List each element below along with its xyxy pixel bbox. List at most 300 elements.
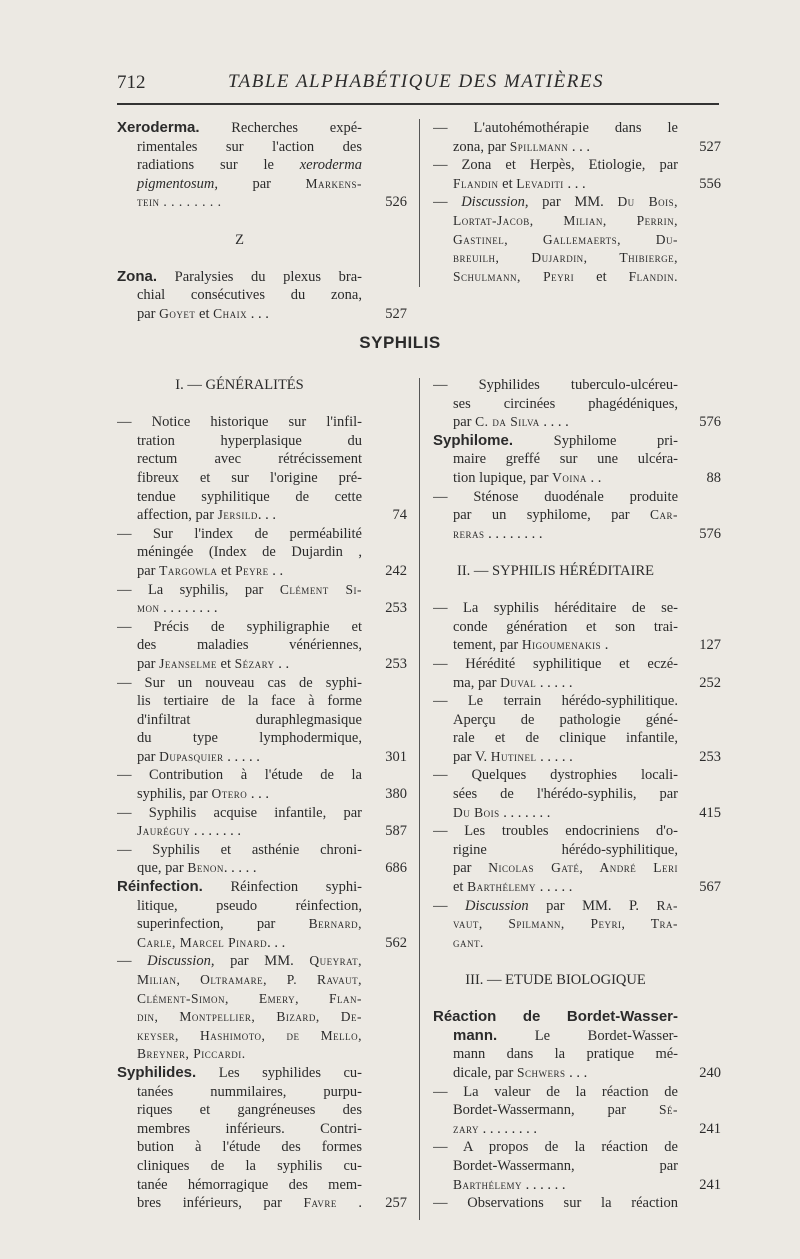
index-text: Discussion, [147, 953, 215, 970]
index-line [117, 249, 362, 268]
index-line [433, 138, 678, 157]
page-ref [685, 990, 721, 1009]
index-line [433, 1027, 678, 1046]
page-ref [367, 268, 407, 287]
index-text: — Observations sur la réaction [433, 1195, 678, 1212]
index-text: rimentales sur l'action des [137, 138, 362, 155]
index-line [117, 766, 362, 785]
page-ref [685, 1101, 721, 1120]
index-text: — Sur un nouveau cas de syphi- [117, 674, 362, 691]
page-ref: 526 [385, 194, 407, 211]
page-ref: 241 [699, 1120, 721, 1137]
index-text: radiations sur le [137, 157, 300, 174]
index-text: affection, par [137, 507, 218, 524]
page-ref [685, 488, 721, 507]
page-ref [367, 971, 407, 990]
section-title: SYPHILIS [359, 333, 441, 352]
index-text: tein . . . . . . . . [137, 194, 222, 210]
page-ref [367, 729, 407, 748]
index-line [433, 413, 678, 432]
index-line [117, 655, 362, 674]
index-text: Du Bois [453, 804, 500, 820]
page-ref: 74 [392, 507, 407, 524]
index-line [117, 841, 362, 860]
index-text: — Sténose duodénale produite [433, 488, 678, 505]
page-ref [367, 469, 407, 488]
bottom-right-page-numbers [685, 376, 721, 1213]
index-text: lis tertiaire de la face à forme [137, 693, 362, 710]
index-text: Milian, Oltramare, P. Ravaut, [137, 972, 362, 987]
page-ref [367, 543, 407, 562]
index-text: Clément-Simon, Emery, Flan- [137, 990, 362, 1006]
index-text: tanée hémorragique des mem- [137, 1176, 362, 1193]
index-text: par [137, 562, 160, 579]
index-text: tement, par [453, 637, 522, 654]
page-ref [685, 506, 721, 525]
index-text: mann. [453, 1026, 498, 1044]
index-text: mon [137, 600, 160, 616]
page-ref: 252 [699, 674, 721, 691]
index-text: Bordet-Wassermann, par [453, 1102, 659, 1119]
index-text: Syphilides. [117, 1063, 197, 1081]
page-ref: 240 [699, 1064, 721, 1081]
page-ref [685, 231, 721, 250]
page-ref [367, 249, 407, 268]
index-text: fibreux et sur l'origine pré- [137, 469, 362, 486]
index-text: par MM. [528, 194, 618, 211]
page-ref [367, 376, 407, 395]
index-line [117, 952, 362, 971]
index-text: C. da Silva [475, 414, 540, 430]
index-line [117, 376, 362, 395]
index-text: et [498, 175, 517, 192]
index-text: . . . [267, 934, 286, 951]
page-ref [685, 1045, 721, 1064]
index-line [433, 1064, 678, 1083]
index-text: Barthélemy [467, 879, 537, 895]
index-line [433, 655, 678, 674]
page-ref [685, 859, 721, 878]
page-ref [367, 1157, 407, 1176]
index-line [117, 212, 362, 231]
index-line [433, 1008, 678, 1027]
index-text: — Les troubles endocriniens d'o- [433, 823, 678, 840]
index-text: — Quelques dystrophies locali- [433, 767, 678, 784]
page-ref [367, 804, 407, 823]
index-text: Dupasquier [159, 748, 224, 764]
index-text: conde génération et son trai- [453, 618, 678, 635]
index-text: syphilis, par [137, 786, 212, 803]
index-line [433, 1138, 678, 1157]
index-text: chial consécutives du zona, [137, 287, 362, 304]
index-text: Z [235, 231, 244, 248]
index-text: pigmentosum, [137, 175, 218, 192]
index-line [117, 469, 362, 488]
page-ref [685, 543, 721, 562]
page-ref: 415 [699, 804, 721, 821]
bottom-left-column [117, 376, 362, 1213]
index-line [117, 193, 362, 212]
index-text: Spillmann [509, 138, 569, 154]
index-text: des maladies vénériennes, [137, 637, 362, 654]
page-ref [367, 488, 407, 507]
index-text: . [601, 637, 609, 654]
page-ref [367, 138, 407, 157]
index-text: superinfection, par [137, 916, 309, 933]
page-ref: 527 [385, 305, 407, 322]
page-ref [367, 952, 407, 971]
index-text: par un syphilome, par [453, 507, 650, 524]
index-line [117, 748, 362, 767]
page-ref [367, 1101, 407, 1120]
index-text: . . . . . [536, 748, 573, 765]
page-ref [685, 971, 721, 990]
index-text: rale et de clinique infantile, [453, 730, 678, 747]
top-left-column [117, 119, 362, 324]
index-line [117, 859, 362, 878]
index-line [117, 119, 362, 138]
page-ref [367, 1064, 407, 1083]
index-text: . . . . . . [521, 1176, 566, 1193]
index-line [433, 231, 678, 250]
index-line [433, 952, 678, 971]
page-ref [367, 1008, 407, 1027]
page-ref [685, 915, 721, 934]
index-text: Le Bordet-Wasser- [497, 1027, 678, 1044]
index-line [117, 305, 362, 324]
index-line [433, 525, 678, 544]
index-text: Paralysies du plexus bra- [157, 268, 362, 285]
index-text: Syphilome pri- [513, 432, 678, 449]
index-text: Breyner, Piccardi. [137, 1046, 246, 1062]
index-text: Du Bois, [617, 194, 678, 210]
index-text: Ra- [656, 897, 678, 913]
index-line [117, 1045, 362, 1064]
index-text: Réinfection. [117, 878, 203, 896]
index-line [117, 1064, 362, 1083]
index-text: — [433, 897, 465, 914]
page-ref [685, 268, 721, 287]
index-text: zary [453, 1120, 480, 1136]
index-line [433, 878, 678, 897]
index-text: Aperçu de pathologie géné- [453, 711, 678, 728]
index-text: — Sur l'index de perméabilité [117, 525, 362, 542]
index-text: din, Montpellier, Bizard, De- [137, 1009, 362, 1025]
index-text: Bordet-Wassermann, par [453, 1157, 678, 1174]
index-text: Peyre [235, 562, 269, 578]
page-ref [685, 952, 721, 971]
index-text: Flandin. [628, 268, 678, 284]
index-text: . . . . . . . [499, 804, 551, 821]
index-line [433, 562, 678, 581]
index-text: Benon [187, 860, 224, 876]
index-text: Bernard, [308, 916, 362, 932]
index-text: bution à l'étude des formes [137, 1139, 362, 1156]
page-ref [685, 581, 721, 600]
index-line [117, 450, 362, 469]
index-text: tion lupique, par [453, 469, 553, 486]
index-text: — Notice historique sur l'infil- [117, 414, 362, 431]
index-text: — Syphilis acquise infantile, par [117, 804, 362, 821]
index-text: Réinfection syphi- [202, 879, 362, 896]
top-right-column [433, 119, 678, 286]
index-text: cliniques de la syphilis cu- [137, 1157, 362, 1174]
index-line [433, 859, 678, 878]
page-ref: 562 [385, 934, 407, 951]
index-text: gant. [453, 934, 484, 950]
page-ref [685, 618, 721, 637]
page-ref [367, 175, 407, 194]
index-text: sées de l'hérédo-syphilis, par [453, 786, 678, 803]
index-line [117, 1008, 362, 1027]
index-text: méningée (Index de Dujardin , [137, 544, 362, 561]
page-ref [367, 1083, 407, 1102]
page-ref [685, 897, 721, 916]
index-line [433, 193, 678, 212]
index-text: bres inférieurs, par [137, 1195, 304, 1212]
index-text: Réaction de Bordet-Wasser- [433, 1008, 678, 1026]
column-divider-top [419, 119, 420, 287]
page-ref [685, 1194, 721, 1213]
index-text: Syphilome. [433, 431, 514, 449]
index-line [433, 804, 678, 823]
page-ref: 253 [699, 748, 721, 765]
index-line [433, 692, 678, 711]
top-left-page-numbers [367, 119, 407, 324]
page-number: 712 [117, 72, 146, 93]
index-text: tanées nummilaires, purpu- [137, 1083, 362, 1100]
index-line [117, 395, 362, 414]
index-line [117, 1101, 362, 1120]
index-line [433, 1083, 678, 1102]
index-text: . . [586, 469, 602, 486]
index-text: . . . [257, 507, 277, 524]
index-text: Car- [649, 507, 678, 523]
index-text: Favre [303, 1195, 337, 1211]
index-text: reras [453, 525, 485, 541]
index-line [433, 506, 678, 525]
page-ref [367, 432, 407, 451]
index-text: I. — GÉNÉRALITÉS [175, 377, 304, 393]
index-text: — Syphilides tuberculo-ulcéreu- [433, 377, 678, 393]
page-ref [685, 711, 721, 730]
index-text: et [574, 268, 629, 285]
page-ref [685, 1027, 721, 1046]
page-ref [367, 1120, 407, 1139]
page-ref [685, 1008, 721, 1027]
index-text: par [137, 655, 160, 672]
index-text: — Le terrain hérédo-syphilitique. [433, 693, 678, 710]
page-ref [367, 1027, 407, 1046]
index-text: — [117, 953, 148, 970]
index-text: mann dans la pratique mé- [453, 1046, 678, 1063]
page-ref [685, 119, 721, 138]
page-ref: 686 [385, 860, 407, 877]
index-line [433, 1157, 678, 1176]
index-text: rigine hérédo-syphilitique, [453, 841, 678, 858]
index-line [117, 1120, 362, 1139]
index-line [433, 971, 678, 990]
page-ref [685, 934, 721, 953]
page-ref: 576 [699, 525, 721, 542]
page-ref [685, 1157, 721, 1176]
index-text: et [216, 655, 235, 672]
index-text: Lortat-Jacob, Milian, Perrin, [453, 212, 678, 228]
page-ref: 253 [385, 600, 407, 617]
index-text: . . . . . . . . [479, 1120, 538, 1137]
page-ref [685, 156, 721, 175]
index-line [433, 934, 678, 953]
index-line [117, 804, 362, 823]
page-ref [685, 785, 721, 804]
index-text: breuilh, Dujardin, Thibierge, [453, 250, 678, 266]
index-text: — A propos de la réaction de [433, 1139, 678, 1156]
page-ref [367, 119, 407, 138]
page-ref: 301 [385, 748, 407, 765]
index-text: maire greffé sur une ulcéra- [453, 451, 678, 468]
index-line [117, 1194, 362, 1213]
index-line [433, 1194, 678, 1213]
page-ref [367, 1176, 407, 1195]
index-text: Recherches expé- [199, 120, 362, 136]
index-line [117, 822, 362, 841]
page-ref [685, 193, 721, 212]
index-line [117, 1157, 362, 1176]
index-text: Barthélemy [453, 1176, 522, 1192]
index-text: — La syphilis, par [117, 581, 280, 598]
page-ref [367, 231, 407, 250]
index-line [117, 156, 362, 175]
index-line [433, 841, 678, 860]
index-line [117, 915, 362, 934]
index-text: par [453, 414, 476, 431]
page-ref [685, 376, 721, 395]
index-text: Les syphilides cu- [196, 1064, 362, 1081]
index-line [117, 1138, 362, 1157]
column-divider-bottom [419, 378, 420, 1220]
index-text: Carle, Marcel Pinard [137, 934, 268, 950]
index-text: Schwers [517, 1064, 566, 1080]
index-line [117, 286, 362, 305]
index-text: Flandin [453, 175, 499, 191]
index-line [117, 599, 362, 618]
index-line [433, 395, 678, 414]
index-text: du type lymphodermique, [137, 730, 362, 747]
page-ref [367, 897, 407, 916]
index-line [117, 674, 362, 693]
page-ref [367, 674, 407, 693]
page-ref [367, 915, 407, 934]
index-line [433, 1120, 678, 1139]
page-ref [685, 212, 721, 231]
index-text: rectum avec rétrécissement [137, 451, 362, 468]
index-text: Gastinel, Gallemaerts, Du- [453, 231, 678, 247]
page-ref [367, 286, 407, 305]
index-line [117, 268, 362, 287]
index-line [117, 231, 362, 250]
index-line [433, 1176, 678, 1195]
index-line [117, 990, 362, 1009]
header-rule [117, 103, 719, 105]
index-line [433, 748, 678, 767]
index-text: Xeroderma. [117, 119, 200, 136]
index-line [433, 432, 678, 451]
page-ref [367, 581, 407, 600]
index-line [117, 971, 362, 990]
index-text: — Contribution à l'étude de la [117, 767, 362, 784]
page-ref [367, 766, 407, 785]
index-text: Chaix [213, 305, 248, 321]
index-text: Jersild [217, 507, 258, 523]
page-ref: 241 [699, 1176, 721, 1193]
index-line [117, 1027, 362, 1046]
page-ref: 576 [699, 414, 721, 431]
index-text: et [195, 305, 214, 322]
page-ref: 127 [699, 637, 721, 654]
index-text: Jauréguy [137, 823, 191, 839]
index-text: — Syphilis et asthénie chroni- [117, 841, 362, 858]
index-line [117, 692, 362, 711]
index-text: Levaditi [516, 175, 564, 191]
index-line [117, 711, 362, 730]
index-line [433, 766, 678, 785]
index-text: par [453, 860, 489, 877]
index-text: Goyet [159, 305, 196, 321]
index-text: . . . [247, 305, 269, 322]
page-ref [685, 1138, 721, 1157]
page-ref: 257 [385, 1195, 407, 1212]
index-line [433, 488, 678, 507]
index-line [117, 729, 362, 748]
top-right-page-numbers [685, 119, 721, 286]
index-text: d'infiltrat duraphlegmasique [137, 711, 362, 728]
index-text: . . . . . . . . [159, 600, 218, 617]
page-ref [685, 841, 721, 860]
page-ref [367, 878, 407, 897]
index-text: Jeanselme [159, 655, 217, 671]
index-text: dicale, par [453, 1064, 518, 1081]
index-text: que, par [137, 860, 188, 877]
index-line [433, 822, 678, 841]
index-text: Targowla [159, 562, 218, 578]
page-ref: 88 [706, 469, 721, 486]
page-ref [685, 655, 721, 674]
page-ref: 527 [699, 138, 721, 155]
index-line [117, 1083, 362, 1102]
index-line [433, 599, 678, 618]
page-ref [685, 432, 721, 451]
index-line [117, 432, 362, 451]
index-line [117, 175, 362, 194]
page-ref [685, 822, 721, 841]
index-text: Clément Si- [279, 581, 362, 597]
index-text: ma, par [453, 674, 501, 691]
index-text: . . [268, 562, 284, 579]
index-text: . . . . . [536, 674, 573, 691]
index-line [433, 156, 678, 175]
index-text: tration hyperplasique du [137, 432, 362, 449]
index-text: — La syphilis héréditaire de se- [433, 600, 678, 617]
index-text: par [137, 305, 160, 322]
index-text: vaut, Spilmann, Peyri, Tra- [453, 916, 678, 932]
page-ref [685, 395, 721, 414]
bottom-left-page-numbers [367, 376, 407, 1213]
page-ref [367, 692, 407, 711]
index-text: Duval [500, 674, 537, 690]
index-line [117, 636, 362, 655]
index-text: . . . [247, 786, 270, 803]
index-text: Hutinel [490, 748, 537, 764]
